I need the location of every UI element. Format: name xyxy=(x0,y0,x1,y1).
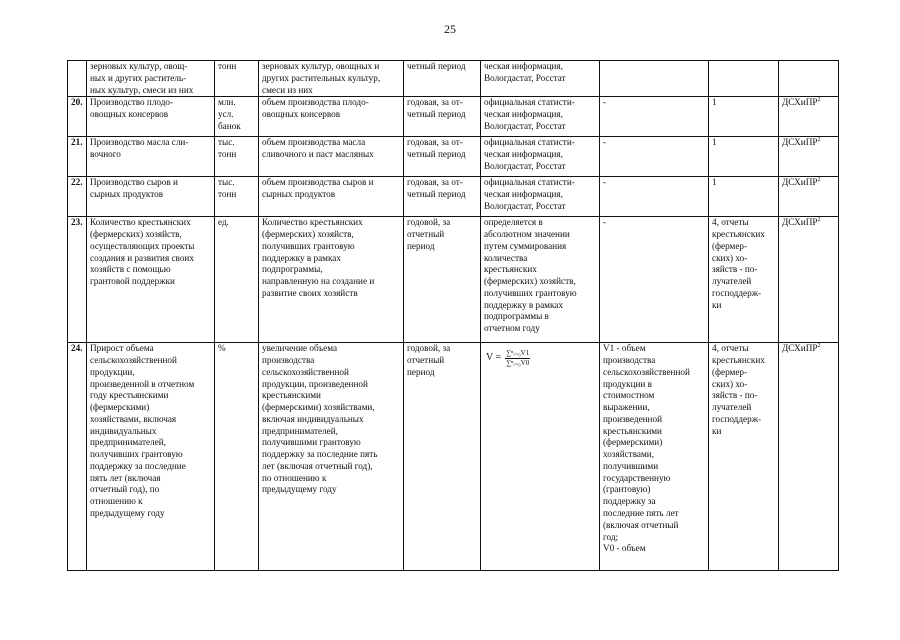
responsible-text: ДСХиПР xyxy=(782,177,818,188)
method-cell: официальная статисти- ческая информация, Вологдастат, Росстат xyxy=(481,177,600,217)
unit-cell: ед. xyxy=(215,217,259,343)
definition-cell: объем производства плодо- овощных консервов xyxy=(259,97,404,137)
params-cell: - xyxy=(600,177,709,217)
code-cell: 4, отчеты крестьянских (фермер- ских) хо- зяйств - по- лучателей господдерж- ки xyxy=(709,217,779,343)
footnote-mark: 2 xyxy=(817,343,821,350)
responsible-text: ДСХиПР xyxy=(782,217,818,228)
method-cell xyxy=(481,343,600,571)
responsible-text: ДСХиПР xyxy=(782,97,818,108)
page-number: 25 xyxy=(444,22,456,36)
unit-cell: % xyxy=(215,343,259,571)
responsible-cell xyxy=(779,343,839,571)
method-cell: ческая информация, Вологдастат, Росстат xyxy=(481,61,600,97)
formula-numerator: ∑ⁿᵢ₌₀V1 xyxy=(506,349,530,358)
responsible-text: ДСХиПР xyxy=(782,343,818,354)
responsible-text: ДСХиПР xyxy=(782,137,818,148)
row-number: 20. xyxy=(68,97,87,137)
responsible-cell xyxy=(779,137,839,177)
definition-cell: объем производства сыров и сырных продуктов xyxy=(259,177,404,217)
method-cell: официальная статисти- ческая информация, Вологдастат, Росстат xyxy=(481,97,600,137)
unit-cell: тонн xyxy=(215,61,259,97)
code-cell: 1 xyxy=(709,177,779,217)
table-row xyxy=(68,177,839,217)
method-cell: определяется в абсолютном значении путем суммирования количества крестьянских (фермерских) хозяйств, получивших грантовую поддержку в рамках подпрограммы в отчетном году xyxy=(481,217,600,343)
params-cell xyxy=(600,61,709,97)
period-cell: годовая, за от- четный период xyxy=(404,97,481,137)
formula-fraction xyxy=(505,349,530,368)
row-number: 24. xyxy=(68,343,87,571)
code-cell: 1 xyxy=(709,97,779,137)
period-cell: годовая, за от- четный период xyxy=(404,177,481,217)
code-cell: 4, отчеты крестьянских (фермер- ских) хо- зяйств - по- лучателей господдерж- ки xyxy=(709,343,779,571)
indicator-name: зерновых культур, овощ- ных и других раститель- ных культур, смеси из них xyxy=(87,61,215,97)
row-number xyxy=(68,61,87,97)
responsible-cell xyxy=(779,97,839,137)
indicator-name: Прирост объема сельскохозяйственной продукции, произведенной в отчетном году крестьянскими (фермерскими) хозяйствами, включая индивидуальных предпринимателей, получивших грантовую поддержку за последние пять лет (включая отчетный год), по отношению к предыдущему году xyxy=(87,343,215,571)
responsible-cell xyxy=(779,217,839,343)
params-cell: - xyxy=(600,137,709,177)
footnote-mark: 2 xyxy=(817,177,821,184)
indicator-name: Производство плодо- овощных консервов xyxy=(87,97,215,137)
definition-cell: объем производства масла сливочного и паст масляных xyxy=(259,137,404,177)
params-cell: - xyxy=(600,217,709,343)
params-cell: - xyxy=(600,97,709,137)
indicator-name: Количество крестьянских (фермерских) хозяйств, осуществляющих проекты создания и развития своих хозяйств с помощью грантовой поддержки xyxy=(87,217,215,343)
code-cell xyxy=(709,61,779,97)
indicator-name: Производство масла сли- вочного xyxy=(87,137,215,177)
footnote-mark: 2 xyxy=(817,97,821,104)
footnote-mark: 2 xyxy=(817,137,821,144)
code-cell: 1 xyxy=(709,137,779,177)
definition-cell: Количество крестьянских (фермерских) хозяйств, получивших грантовую поддержку в рамках подпрограммы, направленную на создание и развитие своих хозяйств xyxy=(259,217,404,343)
responsible-cell xyxy=(779,61,839,97)
params-cell: V1 - объем производства сельскохозяйственной продукции в стоимостном выражении, произведенной крестьянскими (фермерскими) хозяйствами, получившими государственную (грантовую) поддержку за последние пять лет (включая отчетный год; V0 - объем xyxy=(600,343,709,571)
table-row xyxy=(68,97,839,137)
unit-cell: тыс. тонн xyxy=(215,177,259,217)
period-cell: годовой, за отчетный период xyxy=(404,217,481,343)
period-cell: годовой, за отчетный период xyxy=(404,343,481,571)
period-cell: четный период xyxy=(404,61,481,97)
row-number: 22. xyxy=(68,177,87,217)
table-row xyxy=(68,61,839,97)
unit-cell: млн. усл. банок xyxy=(215,97,259,137)
formula-denominator: ∑ⁿᵢ₌₀V0 xyxy=(506,359,530,368)
definition-cell: зерновых культур, овощных и других растительных культур, смеси из них xyxy=(259,61,404,97)
definition-cell: увеличение объема производства сельскохозяйственной продукции, произведенной крестьянскими (фермерскими) хозяйствами, включая индивидуальных предпринимателей, получившими грантовую поддержку за последние пять лет (включая отчетный год), по отношению к предыдущему году xyxy=(259,343,404,571)
method-cell: официальная статисти- ческая информация, Вологдастат, Росстат xyxy=(481,137,600,177)
period-cell: годовая, за от- четный период xyxy=(404,137,481,177)
indicator-name: Производство сыров и сырных продуктов xyxy=(87,177,215,217)
growth-formula xyxy=(486,349,530,368)
row-number: 21. xyxy=(68,137,87,177)
indicators-table xyxy=(67,60,839,571)
table-row xyxy=(68,217,839,343)
responsible-cell xyxy=(779,177,839,217)
row-number: 23. xyxy=(68,217,87,343)
footnote-mark: 2 xyxy=(817,217,821,224)
unit-cell: тыс. тонн xyxy=(215,137,259,177)
formula-lhs: V = xyxy=(486,352,502,364)
table-row xyxy=(68,137,839,177)
table-row xyxy=(68,343,839,571)
